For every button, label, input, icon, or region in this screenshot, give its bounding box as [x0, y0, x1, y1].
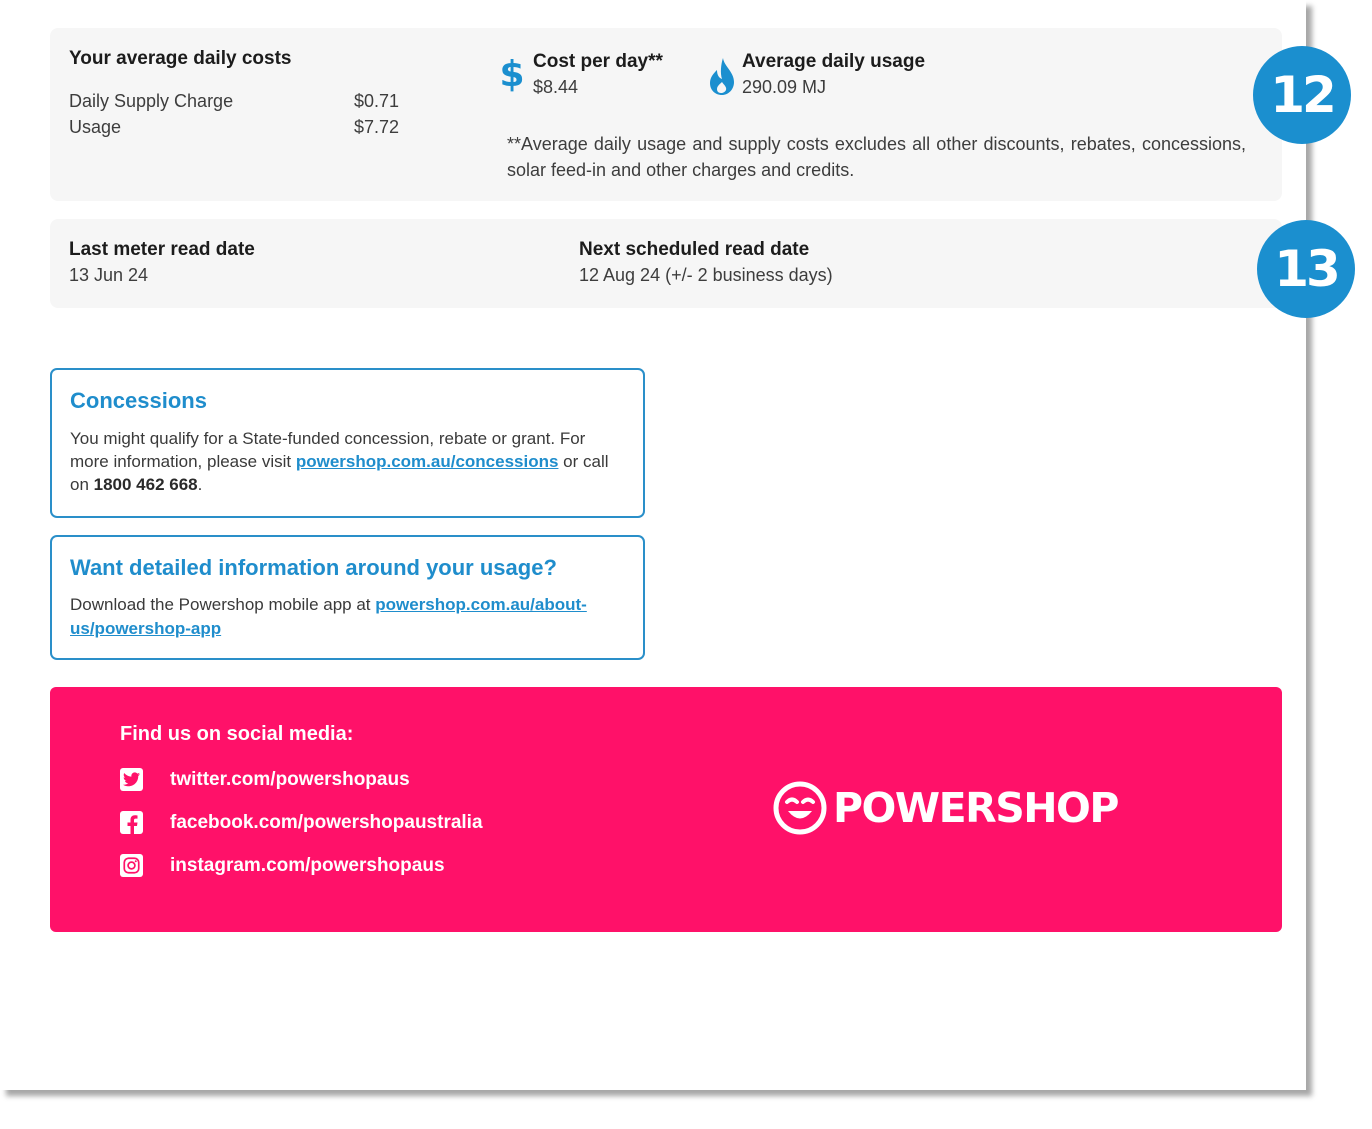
- powershop-face-icon: [772, 780, 828, 836]
- usage-info-box: [50, 535, 645, 660]
- average-usage-value: 290.09 MJ: [742, 77, 827, 97]
- social-item-twitter[interactable]: [120, 768, 410, 791]
- twitter-link[interactable]: twitter.com/powershopaus: [170, 768, 410, 790]
- concessions-box: [50, 368, 645, 518]
- instagram-link[interactable]: instagram.com/powershopaus: [170, 854, 445, 876]
- facebook-link[interactable]: facebook.com/powershopaustralia: [170, 811, 483, 833]
- social-item-facebook[interactable]: [120, 811, 483, 834]
- concessions-text: [70, 427, 625, 496]
- cost-per-day-value: $8.44: [533, 77, 579, 97]
- concessions-text-part: .: [197, 475, 203, 494]
- cost-per-day-label: Cost per day**: [533, 51, 663, 72]
- powershop-logo: [772, 780, 1118, 836]
- supply-charge-value: $0.71: [354, 91, 400, 111]
- twitter-icon: [120, 768, 143, 791]
- social-item-instagram[interactable]: [120, 854, 445, 877]
- concessions-text-part: You might qualify for a State-funded concession, rebate or grant. For more information, please visit: [70, 429, 586, 471]
- last-read-label: Last meter read date: [69, 239, 255, 260]
- concessions-phone: 1800 462 668: [93, 475, 198, 494]
- gas-flame-icon: [708, 56, 736, 96]
- usage-info-title: Want detailed information around your usage?: [70, 555, 557, 580]
- usage-info-text: [70, 593, 625, 641]
- facebook-icon: [120, 811, 143, 834]
- usage-value: $7.72: [354, 117, 400, 137]
- usage-label: Usage: [69, 117, 122, 137]
- average-usage-label: Average daily usage: [742, 51, 926, 72]
- dollar-icon: [499, 54, 525, 92]
- average-daily-costs-panel: [50, 28, 1282, 201]
- social-media-banner: [50, 687, 1282, 932]
- meter-read-panel: [50, 219, 1282, 308]
- average-costs-heading: Your average daily costs: [69, 48, 292, 69]
- concessions-title: Concessions: [70, 388, 207, 413]
- last-read-value: 13 Jun 24: [69, 265, 149, 285]
- svg-text:$: $: [499, 54, 525, 92]
- costs-footnote: **Average daily usage and supply costs excludes all other discounts, rebates, concessions, solar feed-in and other charges and credits.: [507, 134, 1246, 180]
- instagram-icon: [120, 854, 143, 877]
- next-read-value: 12 Aug 24 (+/- 2 business days): [579, 265, 833, 285]
- social-heading: Find us on social media:: [120, 723, 354, 745]
- concessions-text-part: or call on: [70, 452, 609, 494]
- section-number-badge: 13: [1257, 220, 1355, 318]
- concessions-link[interactable]: powershop.com.au/concessions: [295, 452, 559, 471]
- powershop-wordmark: POWERSHOP: [833, 784, 1118, 832]
- section-number-badge: 12: [1253, 46, 1351, 144]
- powershop-app-link[interactable]: powershop.com.au/about-us/powershop-app: [70, 595, 587, 638]
- supply-charge-label: Daily Supply Charge: [69, 91, 234, 111]
- usage-info-text-part: Download the Powershop mobile app at: [70, 595, 376, 614]
- next-read-label: Next scheduled read date: [579, 239, 810, 260]
